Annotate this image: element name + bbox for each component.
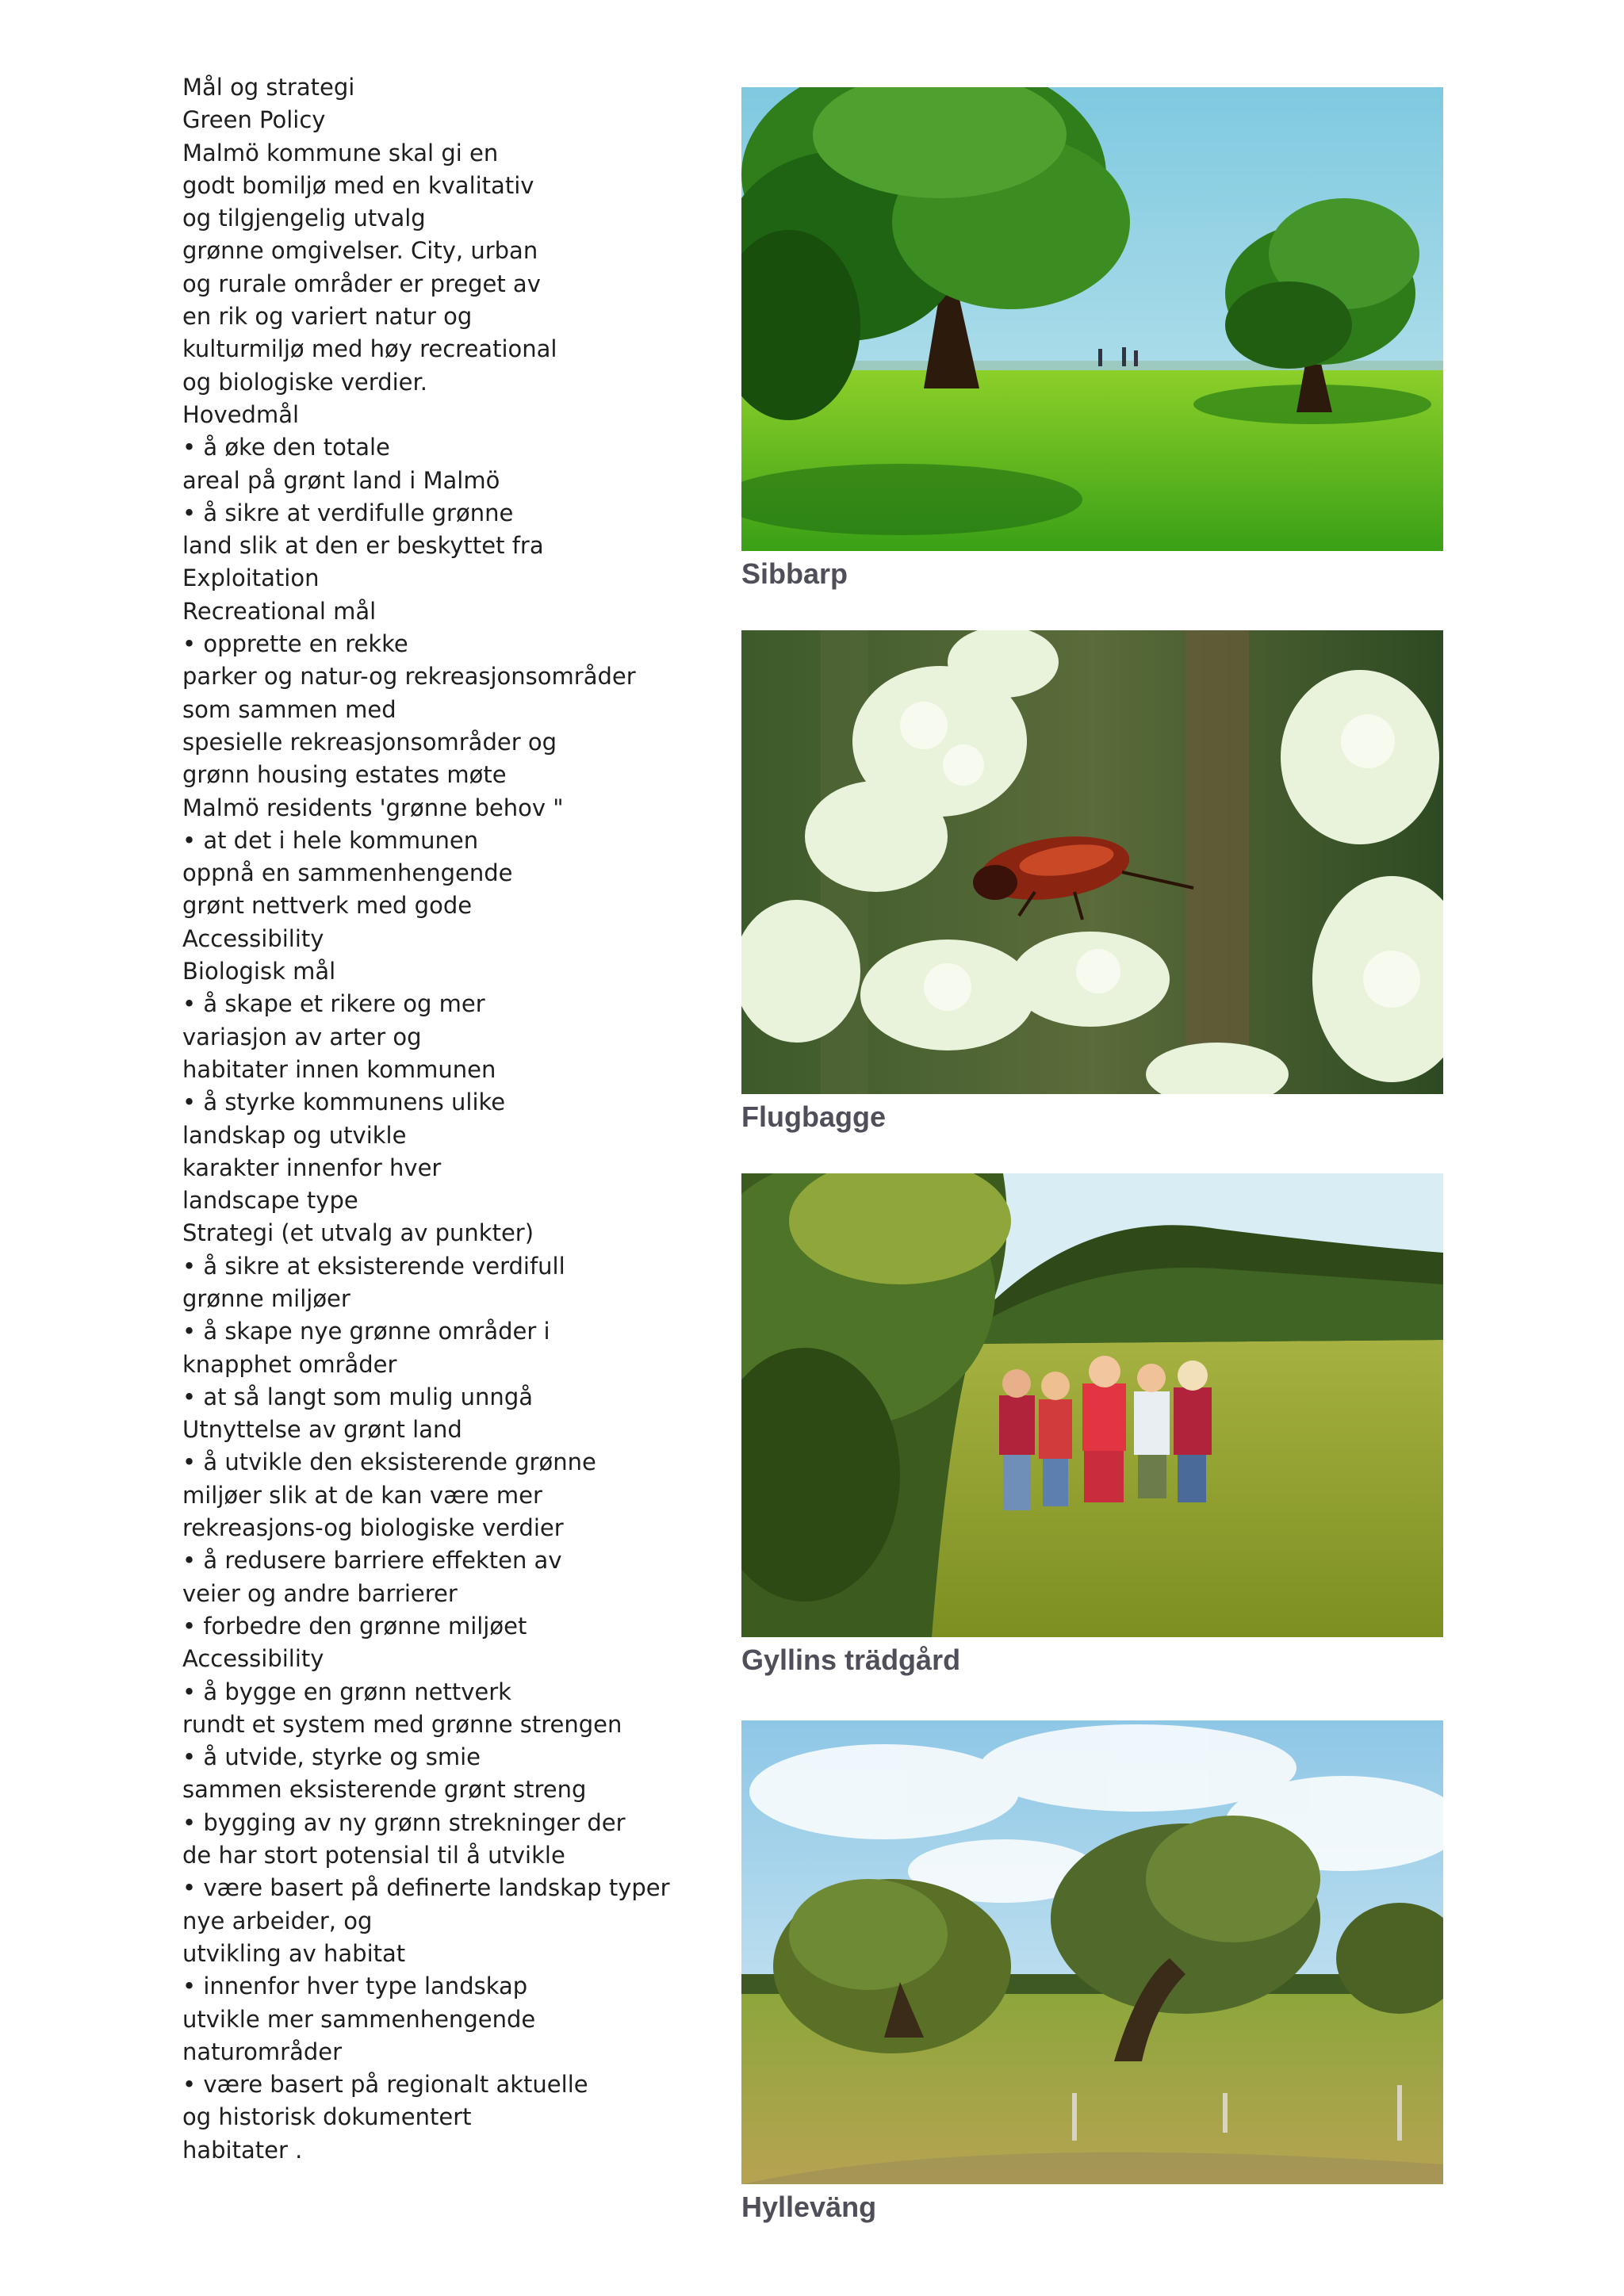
beetle-on-flowers-photo-icon: [741, 630, 1443, 1094]
body-text-line: Malmö residents 'grønne behov ": [182, 794, 564, 821]
body-text-line: utvikling av habitat: [182, 1939, 406, 1967]
body-text-line: parker og natur-og rekreasjonsområder: [182, 663, 636, 691]
body-text-line: grønt nettverk med gode: [182, 892, 473, 920]
body-text-line: • innenfor hver type landskap: [182, 1973, 528, 2000]
body-text-line: habitater .: [182, 2136, 303, 2164]
body-text-line: Strategi (et utvalg av punkter): [182, 1219, 534, 1247]
figure-caption: Gyllins trädgård: [741, 1644, 961, 1676]
park-trees-photo-icon: [741, 87, 1443, 551]
body-text-line: Accessibility: [182, 1645, 324, 1673]
body-text-line: sammen eksisterende grønt streng: [182, 1776, 587, 1804]
photo-beetle-on-flowers: [741, 630, 1443, 1094]
photo-windswept-trees: [741, 1720, 1443, 2184]
body-text-line: • opprette en rekke: [182, 630, 408, 658]
body-text-line: Utnyttelse av grønt land: [182, 1416, 462, 1444]
body-text-line: • å øke den totale: [182, 434, 390, 461]
body-text-line: kulturmiljø med høy recreational: [182, 335, 557, 363]
body-text-line: • være basert på definerte landskap typer: [182, 1874, 670, 1902]
figure-flugbagge: [741, 630, 1443, 1135]
body-text-line: spesielle rekreasjonsområder og: [182, 728, 557, 756]
body-text-line: • å utvide, styrke og smie: [182, 1743, 481, 1771]
body-text-line: • bygging av ny grønn strekninger der: [182, 1808, 626, 1836]
body-text-line: landscape type: [182, 1187, 358, 1215]
body-text-line: land slik at den er beskyttet fra: [182, 532, 544, 560]
body-text-line: • å sikre at verdifulle grønne: [182, 499, 514, 526]
body-text-line: grønn housing estates møte: [182, 761, 507, 789]
body-text-line: de har stort potensial til å utvikle: [182, 1842, 565, 1869]
body-text-line: variasjon av arter og: [182, 1023, 422, 1050]
body-text-line: naturområder: [182, 2038, 343, 2065]
body-text-line: grønne omgivelser. City, urban: [182, 237, 538, 265]
body-text-line: • å sikre at eksisterende verdifull: [182, 1252, 565, 1280]
body-text-line: en rik og variert natur og: [182, 303, 473, 331]
body-text-line: habitater innen kommunen: [182, 1055, 496, 1083]
body-text-line: nye arbeider, og: [182, 1907, 373, 1934]
body-text-line: • at så langt som mulig unngå: [182, 1383, 533, 1410]
body-text-line: og biologiske verdier.: [182, 368, 427, 396]
figure-hyllevang: [741, 1720, 1443, 2225]
photo-children-in-meadow: [741, 1173, 1443, 1637]
body-text-line: • forbedre den grønne miljøet: [182, 1612, 527, 1640]
body-text-line: utvikle mer sammenhengende: [182, 2005, 536, 2033]
body-text-line: rekreasjons-og biologiske verdier: [182, 1514, 564, 1542]
figure-caption: Hylleväng: [741, 2191, 877, 2223]
body-text-line: • være basert på regionalt aktuelle: [182, 2071, 588, 2099]
figure-sibbarp: [741, 87, 1443, 592]
photo-park-trees: [741, 87, 1443, 551]
body-text-line: Biologisk mål: [182, 958, 336, 985]
body-text-line: grønne miljøer: [182, 1284, 350, 1312]
body-text-line: • å styrke kommunens ulike: [182, 1089, 506, 1116]
body-text-line: miljøer slik at de kan være mer: [182, 1481, 542, 1509]
body-text-line: knapphet områder: [182, 1350, 397, 1378]
body-text-column: [182, 71, 690, 2167]
figure-caption: Sibbarp: [741, 557, 848, 590]
body-text-line: landskap og utvikle: [182, 1121, 407, 1149]
body-text-line: Green Policy: [182, 106, 326, 134]
body-text-line: godt bomiljø med en kvalitativ: [182, 171, 534, 199]
body-text-line: karakter innenfor hver: [182, 1154, 442, 1181]
body-text-line: • å redusere barriere effekten av: [182, 1547, 562, 1575]
body-text-line: • å skape nye grønne områder i: [182, 1318, 550, 1345]
body-text-line: oppnå en sammenhengende: [182, 859, 513, 887]
body-text-line: og historisk dokumentert: [182, 2103, 472, 2131]
body-text-line: Hovedmål: [182, 400, 300, 428]
windswept-trees-photo-icon: [741, 1720, 1443, 2184]
body-text-line: areal på grønt land i Malmö: [182, 466, 500, 494]
body-text-line: • å bygge en grønn nettverk: [182, 1678, 511, 1705]
figure-caption: Flugbagge: [741, 1100, 886, 1133]
body-text-line: Malmö kommune skal gi en: [182, 139, 499, 166]
children-in-meadow-photo-icon: [741, 1173, 1443, 1637]
body-text-line: • å utvikle den eksisterende grønne: [182, 1448, 596, 1476]
body-text-line: Exploitation: [182, 564, 320, 592]
body-text-line: • at det i hele kommunen: [182, 826, 479, 854]
body-text-line: Accessibility: [182, 924, 324, 952]
body-text-line: og rurale områder er preget av: [182, 270, 541, 297]
body-text-line: Mål og strategi: [182, 74, 355, 101]
body-text-line: • å skape et rikere og mer: [182, 990, 485, 1018]
figure-gyllins-tradgard: [741, 1173, 1443, 1678]
body-text-line: rundt et system med grønne strengen: [182, 1710, 622, 1738]
body-text-line: veier og andre barrierer: [182, 1579, 458, 1607]
body-text-line: og tilgjengelig utvalg: [182, 205, 426, 232]
body-text-line: Recreational mål: [182, 597, 377, 625]
body-text-line: som sammen med: [182, 695, 396, 723]
